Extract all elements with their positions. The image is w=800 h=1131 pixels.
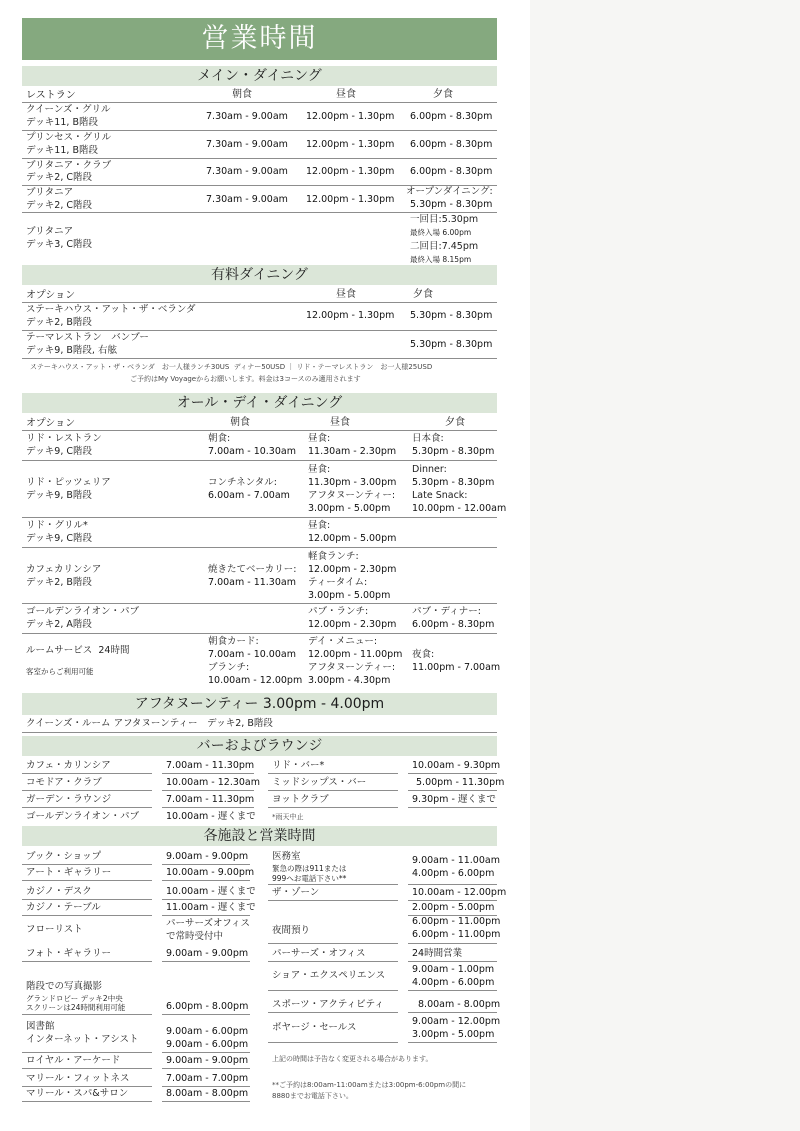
- divider: [22, 158, 497, 159]
- col-header-lunch: 昼食: [336, 289, 356, 300]
- facility-name: 夜間預り: [272, 925, 311, 936]
- col-header-lunch: 昼食: [336, 89, 356, 100]
- facility-time: 10.00am - 遅くまで: [166, 886, 256, 897]
- facility-time: 9.00am - 9.00pm: [166, 948, 249, 959]
- facility-time: 9.00am - 1.00pm: [412, 964, 495, 975]
- facility-name: フォト・ギャラリー: [26, 948, 112, 959]
- underline: [408, 773, 497, 774]
- restaurant-name: カフェカリンシア: [26, 564, 102, 575]
- lunch-time: 11.30am - 2.30pm: [308, 446, 397, 457]
- breakfast-time: 7.30am - 9.00am: [206, 111, 288, 122]
- underline: [162, 1086, 250, 1087]
- bar-name: ガーデン・ラウンジ: [26, 794, 112, 805]
- facility-note: グランドロビー デッキ2中央: [26, 994, 123, 1003]
- divider: [22, 330, 497, 331]
- bar-name: ミッドシップス・バー: [272, 777, 367, 788]
- afternoon-tea-time: 3.00pm - 4.30pm: [308, 675, 391, 686]
- pub-lunch-time: 12.00pm - 2.30pm: [308, 619, 397, 630]
- breakfast-time: 6.00am - 7.00am: [208, 490, 290, 501]
- dinner-time: 5.30pm - 8.30pm: [412, 446, 495, 457]
- lunch-time: 12.00pm - 1.30pm: [306, 111, 395, 122]
- afternoon-tea-venue: クイーンズ・ルーム アフタヌーンティー デッキ2, B階段: [26, 718, 273, 729]
- dinner-label: 日本食:: [412, 433, 444, 444]
- facility-time: パーサーズオフィス: [166, 918, 250, 929]
- underline: [408, 1042, 497, 1043]
- facility-time: 6.00pm - 11.00pm: [412, 916, 501, 927]
- underline: [268, 1012, 398, 1013]
- bar-time: 5.00pm - 11.30pm: [416, 777, 505, 788]
- underline: [162, 790, 254, 791]
- underline: [268, 990, 398, 991]
- facility-name: マリール・スパ&サロン: [26, 1088, 129, 1099]
- underline: [162, 961, 250, 962]
- page-title: 営業時間: [22, 18, 497, 60]
- breakfast-time: 7.30am - 9.00am: [206, 194, 288, 205]
- bakery-label: 焼きたてベーカリー:: [208, 564, 297, 575]
- underline: [162, 1014, 250, 1015]
- facility-note: 緊急の際は911または: [272, 864, 347, 873]
- late-snack-time: 10.00pm - 12.00am: [412, 503, 507, 514]
- divider: [22, 603, 497, 604]
- bar-name: ゴールデンライオン・パブ: [26, 811, 140, 822]
- main-dining-heading: メイン・ダイニング: [22, 66, 497, 86]
- paid-dining-heading: 有料ダイニング: [22, 265, 497, 285]
- restaurant-name: クイーンズ・グリル: [26, 104, 111, 115]
- restaurant-name: テーマレストラン バンブー: [26, 332, 149, 343]
- facility-time: 6.00pm - 8.00pm: [166, 1001, 249, 1012]
- divider: [22, 212, 497, 213]
- schedule-change-note: 上記の時間は予告なく変更される場合があります。: [272, 1055, 433, 1063]
- underline: [408, 961, 497, 962]
- bar-time: 9.30pm - 遅くまで: [412, 794, 496, 805]
- col-header-lunch: 昼食: [330, 417, 350, 428]
- second-seating-last-entry: 最終入場 8.15pm: [410, 255, 472, 264]
- day-menu-label: デイ・メニュー:: [308, 636, 378, 647]
- facility-time: 10.00am - 12.00pm: [412, 887, 507, 898]
- afternoon-tea-label: アフタヌーンティー:: [308, 490, 396, 501]
- underline: [162, 807, 254, 808]
- bar-time: 10.00am - 遅くまで: [166, 811, 256, 822]
- facility-name: 医務室: [272, 851, 301, 862]
- breakfast-card-label: 朝食カード:: [208, 636, 259, 647]
- restaurant-name: プリンセス・グリル: [26, 132, 112, 143]
- facility-time: 9.00am - 12.00pm: [412, 1016, 501, 1027]
- underline: [408, 1012, 497, 1013]
- brunch-time: 10.00am - 12.00pm: [208, 675, 303, 686]
- underline: [268, 900, 398, 901]
- facility-name: フローリスト: [26, 924, 83, 935]
- afternoon-tea-heading: アフタヌーンティー 3.00pm - 4.00pm: [22, 693, 497, 715]
- col-header-breakfast: 朝食: [232, 89, 252, 100]
- brunch-label: ブランチ:: [208, 662, 250, 673]
- restaurant-name: リド・レストラン: [26, 433, 102, 444]
- restaurant-deck: デッキ9, C階段: [26, 446, 93, 457]
- divider: [22, 130, 497, 131]
- underline: [268, 943, 398, 944]
- all-day-dining-heading: オール・デイ・ダイニング: [22, 393, 497, 413]
- late-night-time: 11.00pm - 7.00am: [412, 662, 501, 673]
- restaurant-deck: デッキ2, C階段: [26, 200, 93, 211]
- underline: [22, 790, 152, 791]
- underline: [162, 899, 250, 900]
- first-seating-label: 一回目:: [410, 214, 442, 225]
- col-header-dinner: 夕食: [433, 89, 453, 100]
- booking-note-extension: 8880までお電話下さい。: [272, 1092, 353, 1100]
- underline: [22, 1068, 152, 1069]
- second-seating: [410, 241, 478, 254]
- underline: [268, 773, 398, 774]
- facility-note: スクリーンは24時間利用可能: [26, 1003, 126, 1012]
- restaurant-name: リド・グリル*: [26, 520, 88, 531]
- restaurant-deck: デッキ3, C階段: [26, 239, 93, 250]
- restaurant-name: ブリタニア: [26, 187, 74, 198]
- afternoon-tea-label: アフタヌーンティー:: [308, 662, 396, 673]
- facility-time: 4.00pm - 6.00pm: [412, 977, 495, 988]
- divider: [22, 302, 497, 303]
- col-header-dinner: 夕食: [445, 417, 465, 428]
- facility-name: パーサーズ・オフィス: [272, 948, 366, 959]
- col-header-breakfast: 朝食: [230, 417, 250, 428]
- divider: [22, 633, 497, 634]
- bar-name: カフェ・カリンシア: [26, 760, 111, 771]
- restaurant-deck: デッキ2, B階段: [26, 577, 92, 588]
- facility-time: 9.00am - 6.00pm: [166, 1026, 249, 1037]
- underline: [268, 790, 398, 791]
- lunch-label: 昼食:: [308, 520, 331, 531]
- facility-name: ボヤージ・セールス: [272, 1022, 357, 1033]
- bar-time: 10.00am - 9.30pm: [412, 760, 501, 771]
- dinner-time: 5.30pm - 8.30pm: [410, 199, 493, 210]
- underline: [408, 900, 497, 901]
- underline: [22, 864, 152, 865]
- col-header-option: オプション: [26, 290, 76, 301]
- first-seating-last-entry: 最終入場 6.00pm: [410, 228, 472, 237]
- divider: [22, 430, 497, 431]
- facility-time: 11.00am - 遅くまで: [166, 902, 256, 913]
- restaurant-deck: デッキ2, A階段: [26, 619, 92, 630]
- underline: [162, 1101, 250, 1102]
- underline: [22, 961, 152, 962]
- divider: [22, 547, 497, 548]
- facility-name: マリール・フィットネス: [26, 1073, 130, 1084]
- restaurant-deck: デッキ11, B階段: [26, 117, 98, 128]
- pub-lunch-label: パブ・ランチ:: [308, 606, 369, 617]
- facility-name: 階段での写真撮影: [26, 981, 103, 992]
- underline: [22, 1052, 152, 1053]
- dinner-time: 5.30pm - 8.30pm: [410, 310, 493, 321]
- underline: [408, 990, 497, 991]
- facility-time: 3.00pm - 5.00pm: [412, 1029, 495, 1040]
- lunch-time: 12.00pm - 5.00pm: [308, 533, 397, 544]
- facility-time: 10.00am - 9.00pm: [166, 867, 255, 878]
- pub-dinner-time: 6.00pm - 8.30pm: [412, 619, 495, 630]
- underline: [22, 899, 152, 900]
- lunch-label: 昼食:: [308, 464, 331, 475]
- afternoon-tea-time: 3.00pm - 5.00pm: [308, 503, 391, 514]
- facility-name: ロイヤル・アーケード: [26, 1055, 121, 1066]
- dinner-time: 6.00pm - 8.30pm: [410, 111, 493, 122]
- dinner-time: 6.00pm - 8.30pm: [410, 139, 493, 150]
- underline: [268, 1042, 398, 1043]
- rain-note: *雨天中止: [272, 813, 304, 821]
- facility-name: ショア・エクスペリエンス: [272, 970, 386, 981]
- tea-time-label: ティータイム:: [308, 577, 368, 588]
- divider: [22, 517, 497, 518]
- bakery-time: 7.00am - 11.30am: [208, 577, 296, 588]
- underline: [22, 773, 152, 774]
- underline: [162, 773, 254, 774]
- lunch-time: 12.00pm - 1.30pm: [306, 310, 395, 321]
- underline: [408, 884, 497, 885]
- light-lunch-label: 軽食ランチ:: [308, 551, 359, 562]
- room-service-name: ルームサービス 24時間: [26, 645, 130, 656]
- breakfast-card-time: 7.00am - 10.00am: [208, 649, 296, 660]
- facility-time: 9.00am - 6.00pm: [166, 1039, 249, 1050]
- divider: [22, 358, 497, 359]
- underline: [408, 943, 497, 944]
- second-seating-label: 二回目:: [410, 241, 442, 252]
- facility-name: アート・ギャラリー: [26, 867, 112, 878]
- restaurant-deck: デッキ9, C階段: [26, 533, 93, 544]
- underline: [268, 961, 398, 962]
- bars-heading: バーおよびラウンジ: [22, 736, 497, 756]
- dinner-label: オープンダイニング:: [406, 186, 493, 197]
- day-menu-time: 12.00pm - 11.00pm: [308, 649, 403, 660]
- col-header-dinner: 夕食: [413, 289, 433, 300]
- lunch-time: 11.30pm - 3.00pm: [308, 477, 397, 488]
- restaurant-deck: デッキ2, B階段: [26, 317, 92, 328]
- lunch-time: 12.00pm - 1.30pm: [306, 139, 395, 150]
- lunch-label: 昼食:: [308, 433, 331, 444]
- col-header-option: オプション: [26, 418, 76, 429]
- underline: [22, 915, 152, 916]
- facility-time: 4.00pm - 6.00pm: [412, 868, 495, 879]
- lunch-time: 12.00pm - 1.30pm: [306, 166, 395, 177]
- lunch-time: 12.00pm - 1.30pm: [306, 194, 395, 205]
- underline: [22, 1086, 152, 1087]
- underline: [22, 880, 152, 881]
- restaurant-name: ブリタニア・クラブ: [26, 160, 112, 171]
- facility-time: 8.00am - 8.00pm: [166, 1088, 249, 1099]
- breakfast-time: 7.30am - 9.00am: [206, 139, 288, 150]
- bar-time: 10.00am - 12.30am: [166, 777, 261, 788]
- facility-name: ザ・ゾーン: [272, 887, 320, 898]
- underline: [162, 864, 250, 865]
- facility-time: 24時間営業: [412, 948, 463, 959]
- late-snack-label: Late Snack:: [412, 490, 468, 501]
- restaurant-deck: デッキ11, B階段: [26, 145, 98, 156]
- facility-time: 6.00pm - 11.00pm: [412, 929, 501, 940]
- bar-name: コモドア・クラブ: [26, 777, 102, 788]
- dinner-time: 6.00pm - 8.30pm: [410, 166, 493, 177]
- underline: [162, 880, 250, 881]
- room-service-note: 客室からご利用可能: [26, 667, 94, 676]
- facility-time: 9.00am - 9.00pm: [166, 1055, 249, 1066]
- facility-name: スポーツ・アクティビティ: [272, 999, 384, 1010]
- bar-time: 7.00am - 11.30pm: [166, 760, 255, 771]
- second-seating-time: 7.45pm: [441, 241, 479, 252]
- underline: [408, 790, 497, 791]
- facility-name: 図書館: [26, 1021, 55, 1032]
- restaurant-name: ゴールデンライオン・パブ: [26, 606, 140, 617]
- facility-time: 8.00am - 8.00pm: [418, 999, 501, 1010]
- breakfast-time: 7.30am - 9.00am: [206, 166, 288, 177]
- facility-note: 999へお電話下さい**: [272, 874, 347, 883]
- divider: [22, 460, 497, 461]
- facility-time: 7.00am - 7.00pm: [166, 1073, 249, 1084]
- restaurant-deck: デッキ9, B階段: [26, 490, 92, 501]
- facility-time: で常時受付中: [166, 931, 224, 942]
- dinner-time: 5.30pm - 8.30pm: [412, 477, 495, 488]
- underline: [268, 807, 398, 808]
- restaurant-name: ブリタニア: [26, 226, 74, 237]
- facility-time: 9.00am - 9.00pm: [166, 851, 249, 862]
- bar-name: リド・バー*: [272, 760, 325, 771]
- facility-name: インターネット・アシスト: [26, 1034, 139, 1045]
- dinner-label: Dinner:: [412, 464, 447, 475]
- restaurant-deck: デッキ9, B階段, 右舷: [26, 345, 117, 356]
- pub-dinner-label: パブ・ディナー:: [412, 606, 481, 617]
- facility-name: ブック・ショップ: [26, 851, 102, 862]
- breakfast-label: コンチネンタル:: [208, 477, 277, 488]
- breakfast-time: 7.00am - 10.30am: [208, 446, 296, 457]
- divider: [22, 102, 497, 103]
- restaurant-name: リド・ピッツェリア: [26, 477, 111, 488]
- facilities-heading: 各施設と営業時間: [22, 826, 497, 846]
- paid-dining-price-note: ステーキハウス・アット・ザ・ベランダ お一人様ランチ30US ディナー50USD ｜ リド・テーマレストラン お一人様25USD: [30, 363, 433, 371]
- first-seating: [410, 214, 478, 227]
- underline: [268, 884, 398, 885]
- facility-time: 2.00pm - 5.00pm: [412, 902, 495, 913]
- booking-note: **ご予約は8:00am-11:00amまたは3:00pm-6:00pmの間に: [272, 1081, 467, 1089]
- underline: [408, 807, 497, 808]
- breakfast-label: 朝食:: [208, 433, 231, 444]
- late-night-label: 夜食:: [412, 649, 435, 660]
- underline: [162, 915, 250, 916]
- bar-time: 7.00am - 11.30pm: [166, 794, 255, 805]
- tea-time-time: 3.00pm - 5.00pm: [308, 590, 391, 601]
- underline: [22, 1101, 152, 1102]
- bar-name: ヨットクラブ: [272, 794, 329, 805]
- paid-dining-booking-note: ご予約はMy Voyageからお願いします。料金は3コースのみ適用されます: [130, 375, 361, 383]
- first-seating-time: 5.30pm: [441, 214, 479, 225]
- underline: [162, 1052, 250, 1053]
- facility-name: カジノ・テーブル: [26, 902, 101, 913]
- dinner-time: 5.30pm - 8.30pm: [410, 339, 493, 350]
- underline: [22, 1014, 152, 1015]
- restaurant-deck: デッキ2, C階段: [26, 172, 93, 183]
- divider: [22, 732, 497, 733]
- facility-name: カジノ・デスク: [26, 886, 92, 897]
- underline: [162, 1068, 250, 1069]
- col-header-restaurant: レストラン: [26, 90, 76, 101]
- underline: [22, 807, 152, 808]
- facility-time: 9.00am - 11.00am: [412, 855, 500, 866]
- restaurant-name: ステーキハウス・アット・ザ・ベランダ: [26, 304, 196, 315]
- light-lunch-time: 12.00pm - 2.30pm: [308, 564, 397, 575]
